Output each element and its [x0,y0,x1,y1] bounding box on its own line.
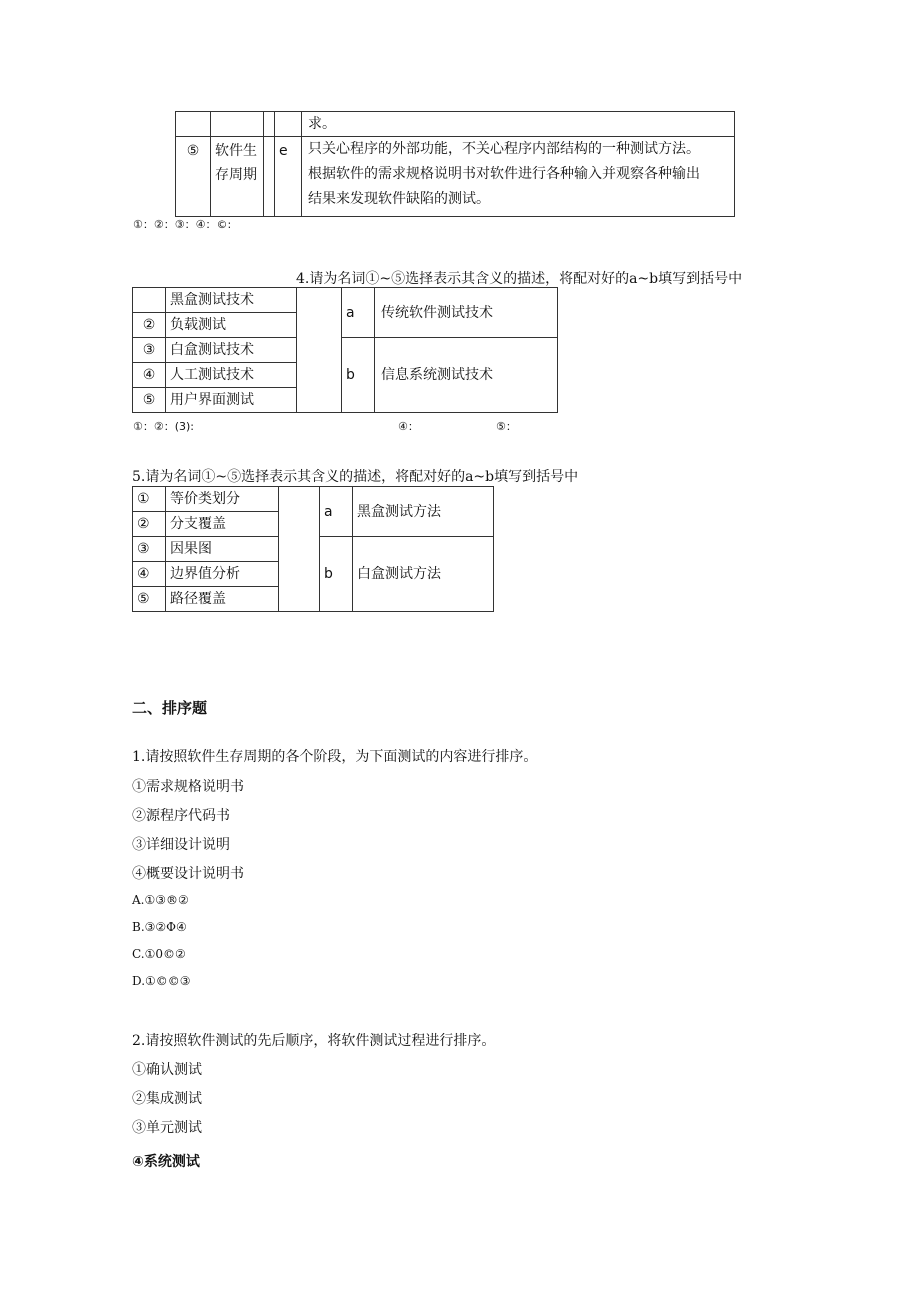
q4-opt-a-letter: a [342,288,375,338]
q4-prompt: 4.请为名词①~⑤选择表示其含义的描述，将配对好的a~b填写到括号中 [296,271,743,287]
t1-cell-empty-1 [176,112,211,137]
s2-q1-item-4: ④概要设计说明书 [132,866,244,882]
q5-row4-num: ④ [133,562,166,587]
q5-row3-term: 因果图 [166,537,279,562]
s2-q2-prompt: 2.请按照软件测试的先后顺序，将软件测试过程进行排序。 [132,1033,496,1049]
s2-q1-item-1: ①需求规格说明书 [132,779,244,795]
q4-answer-b: ④： [398,420,419,433]
q4-row4-num: ④ [133,363,166,388]
q5-row2-term: 分支覆盖 [166,512,279,537]
answer-line-1: ①：②：③：④：©: [133,218,232,231]
t1-cell-empty-2 [211,112,264,137]
q5-row3-num: ③ [133,537,166,562]
q5-opt-a-text: 黑盒测试方法 [353,487,494,537]
q4-row1-num [133,288,166,313]
q4-row4-term: 人工测试技术 [166,363,297,388]
s2-q2-item-3: ③单元测试 [132,1120,202,1136]
q5-row1-num: ① [133,487,166,512]
q5-opt-a-letter: a [320,487,353,537]
q4-answer-c: ⑤： [496,420,517,433]
q5-row5-num: ⑤ [133,587,166,612]
q5-mid-gap [279,487,320,612]
q5-row1-term: 等价类划分 [166,487,279,512]
q4-row3-term: 白盒测试技术 [166,338,297,363]
q4-row2-num: ② [133,313,166,338]
t1-letter: e [275,137,302,217]
s2-q1-prompt: 1.请按照软件生存周期的各个阶段，为下面测试的内容进行排序。 [132,749,538,765]
q4-answer-a: ①：②：(3): [133,420,195,433]
s2-q1-item-3: ③详细设计说明 [132,837,230,853]
q4-opt-b-text: 信息系统测试技术 [375,338,558,413]
t1-term: 软件生存周期 [211,137,264,217]
section2-heading: 二、排序题 [132,699,208,717]
s2-q1-option-d: D.①©©③ [132,974,191,988]
t1-gap [264,137,275,217]
q5-table [132,486,494,612]
t1-cell-empty-3 [264,112,275,137]
q5-row4-term: 边界值分析 [166,562,279,587]
q4-row5-term: 用户界面测试 [166,388,297,413]
q5-row5-term: 路径覆盖 [166,587,279,612]
q4-row3-num: ③ [133,338,166,363]
t1-cell-empty-4 [275,112,302,137]
t1-desc: 只关心程序的外部功能，不关心程序内部结构的一种测试方法。根据软件的需求规格说明书对软件进行各种输入并观察各种输出结果来发现软件缺陷的测试。 [302,137,735,217]
q4-table [132,287,558,413]
q5-row2-num: ② [133,512,166,537]
s2-q1-item-2: ②源程序代码书 [132,808,230,824]
q4-opt-a-text: 传统软件测试技术 [375,288,558,338]
q4-mid-gap [297,288,342,413]
s2-q2-item-4: ④系统测试 [132,1154,200,1170]
s2-q1-option-a: A.①③®② [132,893,189,907]
s2-q2-item-2: ②集成测试 [132,1091,202,1107]
q5-opt-b-letter: b [320,537,353,612]
t1-top-text: 求。 [302,112,735,137]
s2-q1-option-c: C.①0©② [132,947,186,961]
q5-opt-b-text: 白盒测试方法 [353,537,494,612]
s2-q1-option-b: B.③②Φ④ [132,920,187,934]
t1-num: ⑤ [176,137,211,217]
q4-row1-term: 黑盒测试技术 [166,288,297,313]
q4-row2-term: 负载测试 [166,313,297,338]
q4-opt-b-letter: b [342,338,375,413]
table-1 [175,111,735,217]
q4-row5-num: ⑤ [133,388,166,413]
q5-prompt: 5.请为名词①~⑤选择表示其含义的描述，将配对好的a~b填写到括号中 [132,469,579,485]
s2-q2-item-1: ①确认测试 [132,1062,202,1078]
